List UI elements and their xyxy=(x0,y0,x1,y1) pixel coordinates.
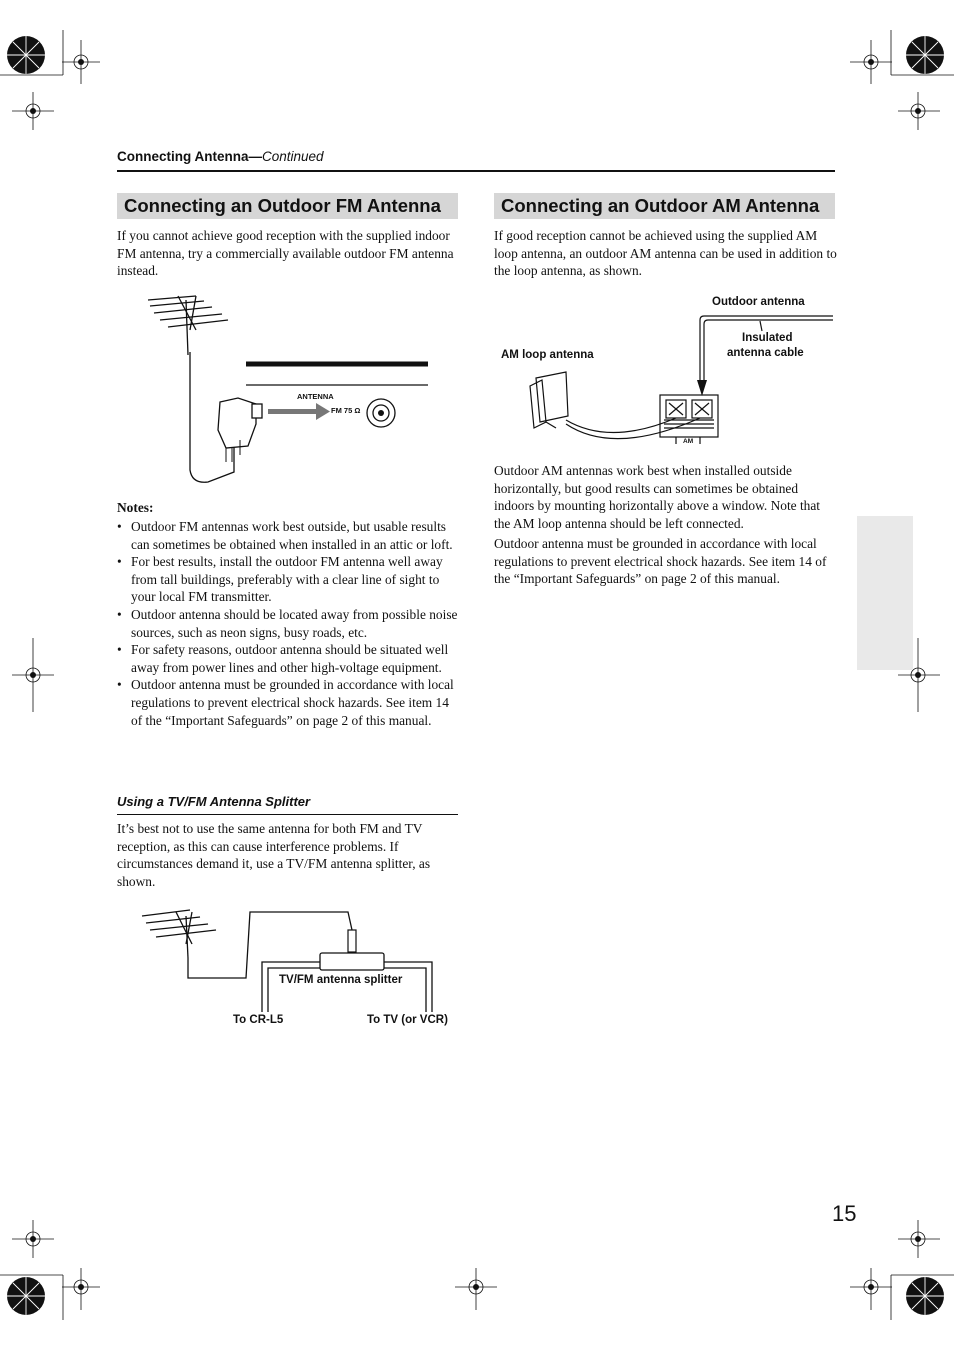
notes-title: Notes: xyxy=(117,500,154,515)
am-terminal-label: AM xyxy=(683,438,694,445)
list-item: • Outdoor FM antennas work best outside, but usable results can sometimes be obtained when installed in an attic or loft. xyxy=(117,518,460,553)
list-item: • Outdoor antenna should be located away from possible noise sources, such as neon signs, busy roads, etc. xyxy=(117,606,460,641)
fm-section-title: Connecting an Outdoor FM Antenna xyxy=(117,193,458,219)
list-item: • For safety reasons, outdoor antenna should be situated well away from power lines and other high-voltage equipment. xyxy=(117,641,460,676)
splitter-label: TV/FM antenna splitter xyxy=(279,974,403,986)
running-head: Connecting Antenna—Continued xyxy=(117,149,324,164)
fm-intro: If you cannot achieve good reception with the supplied indoor FM antenna, try a commercially available outdoor FM antenna instead. xyxy=(117,228,454,279)
antenna-terminal-label: ANTENNA xyxy=(297,392,334,401)
cable-label-line2: antenna cable xyxy=(727,347,804,359)
to-cr-l5-label: To CR-L5 xyxy=(233,1014,284,1026)
am-body-2: Outdoor antenna must be grounded in accordance with local regulations to prevent electrical shock hazards. See item 14 of the “Important Safeguards” on page 2 of this manual. xyxy=(494,536,827,587)
running-head-continued: Continued xyxy=(262,149,324,164)
am-section-title: Connecting an Outdoor AM Antenna xyxy=(494,193,835,219)
page-number: 15 xyxy=(832,1201,857,1226)
am-intro: If good reception cannot be achieved using the supplied AM loop antenna, an outdoor AM antenna can be used in addition to the loop antenna, as shown. xyxy=(494,228,837,279)
fm-terminal-label: FM 75 Ω xyxy=(331,406,361,415)
list-item: • For best results, install the outdoor FM antenna well away from tall buildings, preferably with a clear line of sight to your local FM transmitter. xyxy=(117,553,460,606)
cable-label-line1: Insulated xyxy=(742,332,793,344)
splitter-text: It’s best not to use the same antenna for both FM and TV reception, as this can cause interference problems. If circumstances demand it, use a TV/FM antenna splitter, as shown. xyxy=(117,821,431,889)
am-body-1: Outdoor AM antennas work best when installed outside horizontally, but good results can sometimes be obtained indoors by mounting horizontally above a window. Note that the AM loop antenna should be left connected. xyxy=(494,463,821,531)
splitter-subtitle: Using a TV/FM Antenna Splitter xyxy=(117,794,311,809)
list-item: • Outdoor antenna must be grounded in accordance with local regulations to prevent electrical shock hazards. See item 14 of the “Important Safeguards” on page 2 of this manual. xyxy=(117,676,460,729)
to-tv-label: To TV (or VCR) xyxy=(367,1014,448,1026)
outdoor-antenna-label: Outdoor antenna xyxy=(712,296,805,308)
am-loop-label: AM loop antenna xyxy=(501,349,594,361)
